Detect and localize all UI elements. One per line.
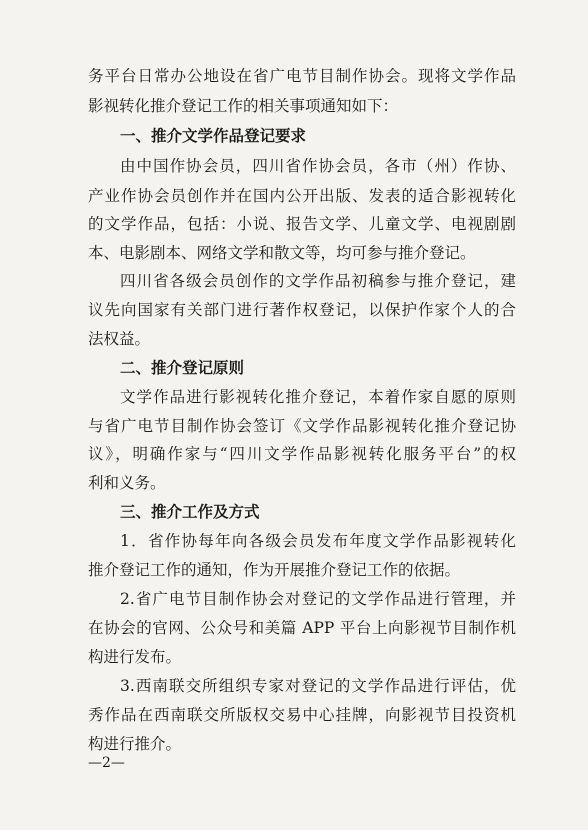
text-line: 本、电影剧本、网络文学和散文等，均可参与推介登记。 (88, 244, 476, 262)
text-line: 文学作品进行影视转化推介登记，本着作家自愿的原则 (120, 388, 516, 406)
text-line: 利和义务。 (88, 474, 166, 492)
text-line: 四川省各级会员创作的文学作品初稿参与推介登记，建 (120, 272, 516, 290)
text-line: 与省广电节目制作协会签订《文学作品影视转化推介登记协 (88, 417, 516, 435)
text-line: 构进行发布。 (88, 648, 182, 666)
text-line: 秀作品在西南联交所版权交易中心挂牌，向影视节目投资机 (88, 706, 516, 724)
text-line: 产业作协会员创作并在国内公开出版、发表的适合影视转化 (88, 187, 516, 205)
text-line: 务平台日常办公地设在省广电节目制作协会。现将文学作品 (88, 67, 516, 85)
text-line: 的文学作品，包括：小说、报告文学、儿童文学、电视剧剧 (88, 215, 516, 233)
section-heading-1: 一、推介文学作品登记要求 (120, 127, 307, 145)
text-line: 2.省广电节目制作协会对登记的文学作品进行管理，并 (120, 590, 516, 608)
page-number: —2— (88, 755, 125, 771)
text-line: 议》，明确作家与“四川文学作品影视转化服务平台”的权 (88, 445, 516, 463)
text-line: 在协会的官网、公众号和美篇 APP 平台上向影视节目制作机 (88, 619, 516, 637)
text-line: 推介登记工作的通知，作为开展推介登记工作的依据。 (88, 561, 461, 579)
text-line: 由中国作协会员，四川省作协会员，各市（州）作协、 (120, 157, 516, 175)
section-heading-3: 三、推介工作及方式 (120, 503, 260, 521)
text-line: 影视转化推介登记工作的相关事项通知如下： (88, 97, 399, 115)
section-heading-2: 二、推介登记原则 (120, 359, 245, 377)
text-line: 1．省作协每年向各级会员发布年度文学作品影视转化 (120, 532, 516, 550)
text-line: 构进行推介。 (88, 735, 182, 753)
text-line: 3.西南联交所组织专家对登记的文学作品进行评估，优 (120, 677, 516, 695)
text-line: 法权益。 (88, 330, 151, 348)
text-line: 议先向国家有关部门进行著作权登记，以保护作家个人的合 (88, 301, 516, 319)
